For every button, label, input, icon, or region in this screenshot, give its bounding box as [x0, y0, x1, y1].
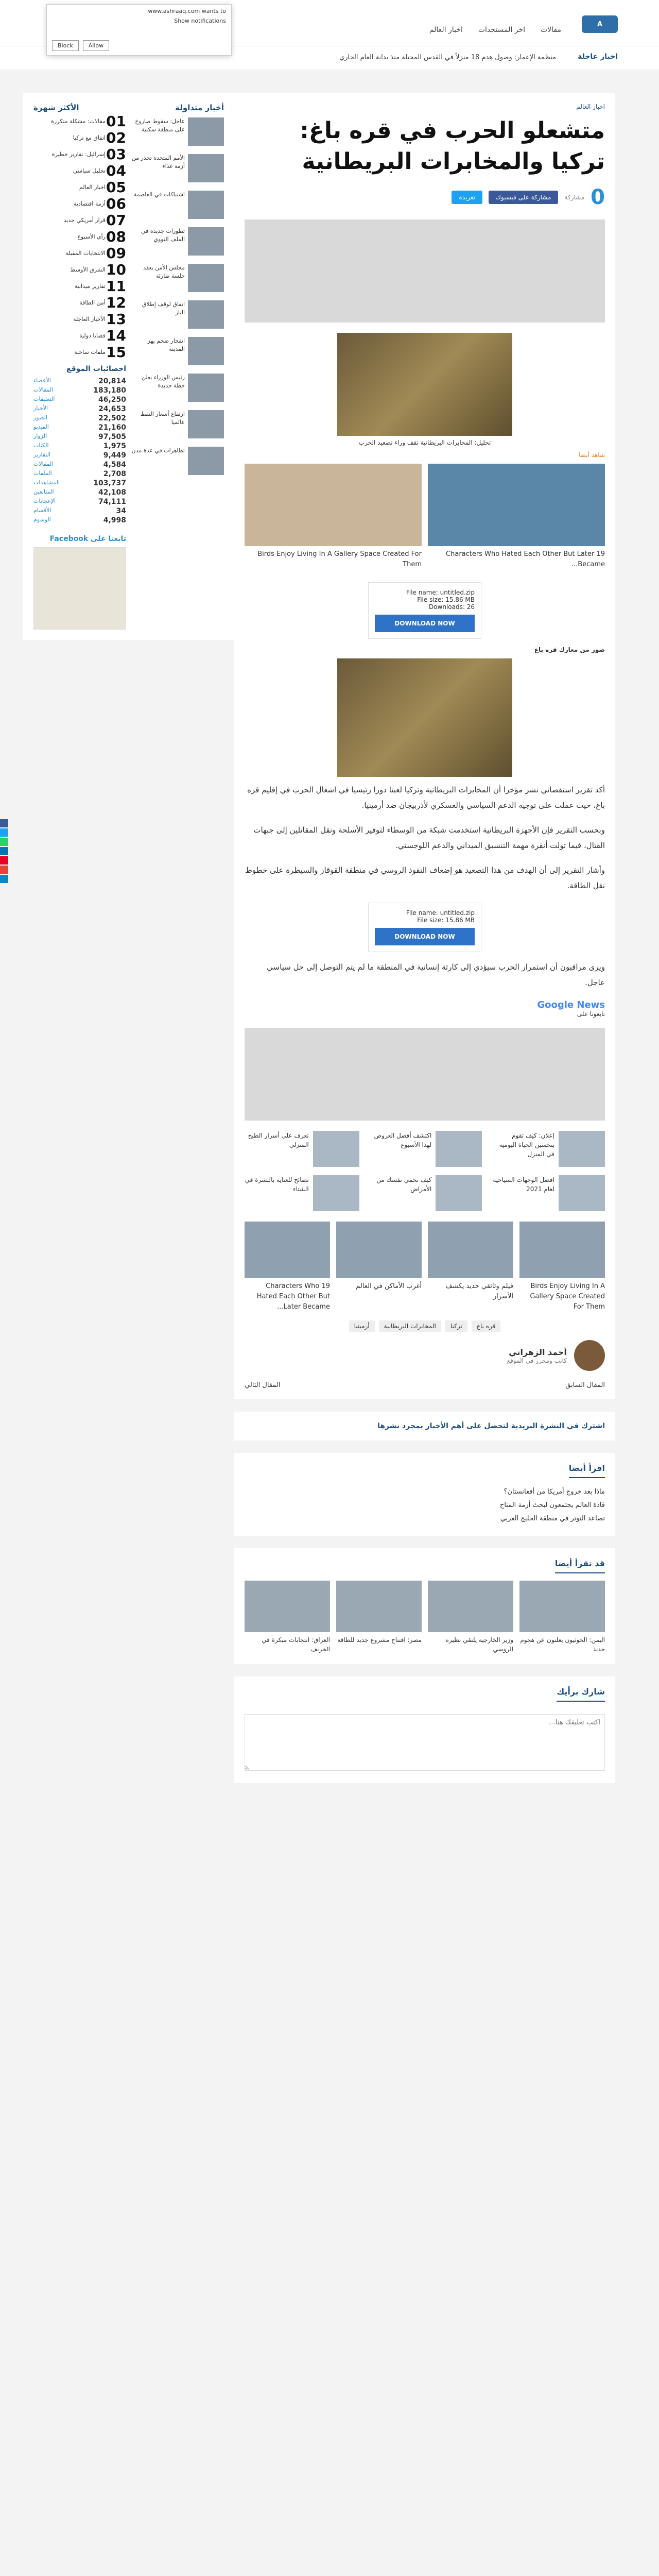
- author-bio: كاتب ومحرر في الموقع: [507, 1357, 567, 1364]
- ad-banner[interactable]: [245, 1028, 605, 1121]
- list-item[interactable]: 05 اخبار العالم: [79, 179, 126, 196]
- fb-title[interactable]: تابعنا على Facebook: [49, 535, 126, 543]
- list-item[interactable]: عاجل: سقوط صاروخ على منطقة سكنية: [131, 117, 224, 146]
- sidebar-news: [23, 93, 234, 640]
- photo-caption: تحليل: المخابرات البريطانية تقف وراء تصعيد الحرب: [358, 439, 491, 446]
- download-button[interactable]: DOWNLOAD NOW: [375, 615, 475, 632]
- tag[interactable]: تركيا: [445, 1320, 467, 1332]
- see-also-label: شاهد أيضا: [579, 451, 605, 459]
- author-box: [245, 1340, 605, 1371]
- read-also-item[interactable]: قادة العالم يجتمعون لبحث أزمة المناخ: [499, 1501, 605, 1509]
- twitter-share-button[interactable]: تغريدة: [452, 191, 482, 204]
- stat-label: المقالات: [33, 461, 54, 467]
- list-item[interactable]: 15 ملفات ساخنة: [74, 344, 126, 361]
- list-item[interactable]: تطورات جديدة في الملف النووي: [131, 227, 224, 256]
- post-navigation: [245, 1381, 605, 1389]
- promo-item[interactable]: Birds Enjoy Living In A Gallery Space Created For Them: [519, 1222, 605, 1312]
- related-item[interactable]: إعلان: كيف تقوم بتحسين الحياة اليومية في المنزل: [490, 1131, 605, 1167]
- stat-label: الزوار: [33, 433, 47, 439]
- share-count-label: مشاركة: [564, 194, 585, 201]
- tag[interactable]: أرمينيا: [349, 1320, 375, 1332]
- stat-value: 34: [116, 507, 126, 515]
- list-item[interactable]: 08 رأي الأسبوع: [77, 228, 126, 245]
- site-logo[interactable]: A: [582, 15, 618, 33]
- list-item[interactable]: 07 قرار أمريكي جديد: [63, 212, 126, 229]
- top-header: [0, 0, 659, 49]
- telegram-icon[interactable]: [0, 875, 8, 883]
- notification-permission-popup: [46, 4, 232, 56]
- pinterest-icon[interactable]: [0, 856, 8, 865]
- stats-title: احصائيات الموقع: [66, 365, 126, 373]
- stat-label: الصور: [33, 414, 47, 421]
- comments-title: شارك برأيك: [557, 1687, 605, 1702]
- related-item[interactable]: اكتشف أفضل العروض لهذا الأسبوع: [368, 1131, 482, 1167]
- block-button[interactable]: Block: [52, 40, 79, 51]
- more-item[interactable]: وزير الخارجية يلتقي نظيره الروسي: [428, 1581, 513, 1654]
- sponsored-item[interactable]: 19 Characters Who Hated Each Other But Later Became...: [428, 464, 605, 570]
- stat-label: الأعضاء: [33, 377, 51, 384]
- list-item[interactable]: 01 مقالات: مشكلة متكررة: [51, 113, 126, 130]
- stat-label: الفيديو: [33, 423, 49, 430]
- tag[interactable]: قره باغ: [472, 1320, 501, 1332]
- popular-list: [33, 113, 126, 630]
- related-item[interactable]: نصائح للعناية بالبشرة في الشتاء: [245, 1175, 359, 1211]
- download-box: File name: untitled.zip File size: 15.86 MB DOWNLOAD NOW: [368, 903, 481, 952]
- list-item[interactable]: 02 اتفاق مع تركيا: [73, 129, 126, 146]
- popup-request: Show notifications: [174, 18, 226, 24]
- stat-value: 21,160: [98, 423, 126, 432]
- promo-grid: [245, 1222, 605, 1312]
- comments: [234, 1676, 615, 1783]
- list-item[interactable]: تظاهرات في عدة مدن: [131, 447, 224, 475]
- more-item[interactable]: اليمن: الحوثيون يعلنون عن هجوم جديد: [519, 1581, 605, 1654]
- stat-value: 2,708: [103, 470, 126, 478]
- stat-label: الوسوم: [33, 516, 51, 523]
- author-avatar[interactable]: [574, 1340, 605, 1371]
- main-nav: [429, 26, 561, 34]
- stat-label: المقالات: [33, 386, 54, 393]
- breaking-text[interactable]: منظمة الإعمار: وصول هدم 18 منزلاً في القدس المحتلة منذ بداية العام الجاري: [339, 54, 556, 61]
- facebook-share-button[interactable]: مشاركة على فيسبوك: [489, 191, 558, 204]
- paragraph: ويرى مراقبون أن استمرار الحرب سيؤدي إلى كارثة إنسانية في المنطقة ما لم يتم التوصل إلى حل سياسي عاجل.: [267, 962, 605, 987]
- tab-popular[interactable]: الأكثر شهرة: [33, 103, 79, 112]
- stat-label: المشاهدات: [33, 479, 60, 486]
- linkedin-icon[interactable]: [0, 847, 8, 855]
- read-also-item[interactable]: تصاعد التوتر في منطقة الخليج العربي: [500, 1515, 605, 1522]
- next-post-link[interactable]: المقال التالي: [245, 1381, 281, 1389]
- stat-value: 97,505: [98, 433, 126, 441]
- fb-page-embed[interactable]: [33, 547, 126, 630]
- article-body: [245, 582, 605, 1018]
- stat-label: المتابعين: [33, 488, 54, 495]
- sidebar: [23, 93, 234, 652]
- read-also-item[interactable]: ماذا بعد خروج أمريكا من أفغانستان؟: [504, 1488, 605, 1496]
- comment-input[interactable]: [245, 1714, 605, 1771]
- list-item[interactable]: 10 الشرق الأوسط: [70, 261, 126, 278]
- stat-value: 24,653: [98, 405, 126, 413]
- list-item[interactable]: انفجار ضخم يهز المدينة: [131, 337, 224, 365]
- twitter-icon[interactable]: [0, 828, 8, 837]
- allow-button[interactable]: Allow: [83, 40, 109, 51]
- list-item[interactable]: 11 تقارير ميدانية: [74, 278, 126, 295]
- stat-label: التعليقات: [33, 396, 55, 402]
- popup-site: www.ashraaq.com wants to: [148, 8, 226, 14]
- related-item[interactable]: تعرف على أسرار الطبخ المنزلي: [245, 1131, 359, 1167]
- sponsored-item[interactable]: Birds Enjoy Living In A Gallery Space Created For Them: [245, 464, 422, 570]
- promo-item[interactable]: فيلم وثائقي جديد يكشف الأسرار: [428, 1222, 513, 1312]
- facebook-widget: [33, 535, 126, 630]
- article-photo-2: [337, 658, 512, 777]
- stat-value: 1,975: [103, 442, 126, 450]
- nav-item[interactable]: اخبار العالم: [429, 26, 463, 34]
- file-name: untitled.zip: [440, 589, 475, 596]
- sponsored-grid: [245, 464, 605, 570]
- list-item[interactable]: 13 الأخبار العاجلة: [73, 311, 126, 328]
- tag-list: [245, 1320, 605, 1332]
- author-name[interactable]: أحمد الزهراني: [509, 1347, 567, 1357]
- site-stats: [33, 365, 126, 524]
- stat-label: الإعجابات: [33, 498, 56, 504]
- stat-label: الأخبار: [33, 405, 48, 412]
- download-box: File name: untitled.zip File size: 15.86 MB Downloads: 26 DOWNLOAD NOW: [368, 582, 481, 639]
- more-articles: [234, 1548, 615, 1664]
- prev-post-link[interactable]: المقال السابق: [565, 1381, 605, 1389]
- list-item[interactable]: 04 تحليل سياسي: [73, 162, 126, 179]
- download-button[interactable]: DOWNLOAD NOW: [375, 928, 475, 945]
- list-item[interactable]: رئيس الوزراء يعلن خطة جديدة: [131, 374, 224, 402]
- list-item[interactable]: 09 الانتخابات المقبلة: [65, 245, 126, 262]
- promo-item[interactable]: 19 Characters Who Hated Each Other But Later Became...: [245, 1222, 330, 1312]
- floating-share-bar: [0, 819, 8, 884]
- stat-value: 74,111: [98, 498, 126, 506]
- email-icon[interactable]: [0, 866, 8, 874]
- stat-value: 9,449: [103, 451, 126, 460]
- photo-note: صور من معارك قره باغ: [534, 646, 605, 653]
- main-content: [234, 93, 615, 1795]
- list-item[interactable]: 03 إسرائيل: تقارير خطيرة: [51, 146, 126, 163]
- stat-value: 22,502: [98, 414, 126, 422]
- follow-text: تابعونا على: [577, 1010, 605, 1018]
- nav-item[interactable]: اخر المستجدات: [478, 26, 525, 34]
- list-item[interactable]: الأمم المتحدة تحذر من أزمة غذاء: [131, 154, 224, 182]
- breaking-label: اخبار عاجلة: [578, 53, 618, 61]
- stat-label: الأقسام: [33, 507, 51, 514]
- paragraph: وأشار التقرير إلى أن الهدف من هذا التصعيد هو إضعاف النفوذ الروسي في منطقة القوقاز والسيطرة على خطوط نقل الطاقة.: [245, 866, 605, 890]
- paragraph: وبحسب التقرير فإن الأجهزة البريطانية استخدمت شبكة من الوسطاء لتوفير الأسلحة ونقل المقاتلين إلى جبهات القتال، فيما تولت أنقرة مهمة التنسيق الميداني والدعم اللوجستي.: [253, 825, 605, 850]
- nav-item[interactable]: مقالات: [540, 26, 561, 34]
- promo-item[interactable]: أغرب الأماكن في العالم: [336, 1222, 422, 1312]
- paragraph: أكد تقرير استقصائي نشر مؤخرا أن المخابرات البريطانية وتركيا لعبتا دورا رئيسيا في اشعال الحرب في إقليم قره باغ، حيث عملت على توجيه الدعم السياسي والعسكري لأذربيجان ضد أرمينيا.: [247, 785, 605, 810]
- list-item[interactable]: 12 أمن الطاقة: [79, 294, 126, 311]
- facebook-icon[interactable]: [0, 819, 8, 827]
- list-item[interactable]: ارتفاع أسعار النفط عالميا: [131, 410, 224, 438]
- stat-value: 20,814: [98, 377, 126, 385]
- whatsapp-icon[interactable]: [0, 838, 8, 846]
- read-also-title: اقرأ أيضا: [569, 1463, 605, 1478]
- recent-list: [131, 117, 224, 630]
- stat-value: 46,250: [98, 396, 126, 404]
- stat-label: الملفات: [33, 470, 52, 477]
- tag[interactable]: المخابرات البريطانية: [379, 1320, 441, 1332]
- file-size: 15.86 MB: [445, 596, 475, 603]
- article-title: متشعلو الحرب في قره باغ: تركيا والمخابرات البريطانية: [300, 117, 605, 175]
- read-also: [234, 1453, 615, 1536]
- stat-label: التقارير: [33, 451, 51, 458]
- share-count: 0: [591, 185, 605, 209]
- more-title: قد تقرأ أيضا: [555, 1558, 605, 1573]
- stat-value: 4,584: [103, 461, 126, 469]
- stat-value: 103,737: [93, 479, 126, 487]
- article: [234, 93, 615, 1399]
- subscribe-title: اشترك في النشرة البريدية لتحصل على أهم الأخبار بمجرد نشرها: [377, 1422, 605, 1430]
- subscribe-banner[interactable]: [234, 1412, 615, 1440]
- list-item[interactable]: مجلس الأمن يعقد جلسة طارئة: [131, 264, 224, 292]
- more-item[interactable]: مصر: افتتاح مشروع جديد للطاقة: [336, 1581, 422, 1654]
- google-news-link[interactable]: Google News: [537, 999, 605, 1010]
- related-grid: [245, 1131, 605, 1211]
- list-item[interactable]: 14 قضايا دولية: [79, 327, 126, 344]
- more-item[interactable]: العراق: انتخابات مبكرة في الخريف: [245, 1581, 330, 1654]
- stat-value: 183,180: [93, 386, 126, 395]
- stat-label: الكتاب: [33, 442, 49, 449]
- stat-value: 42,108: [98, 488, 126, 497]
- tab-recent[interactable]: أخبار متداولة: [175, 103, 224, 112]
- stat-value: 4,998: [103, 516, 126, 524]
- related-item[interactable]: كيف تحمي نفسك من الأمراض: [368, 1175, 482, 1211]
- list-item[interactable]: 06 أزمة اقتصادية: [73, 195, 126, 212]
- list-item[interactable]: اشتباكات في العاصمة: [131, 191, 224, 219]
- share-row: [245, 185, 605, 209]
- related-item[interactable]: افضل الوجهات السياحية لعام 2021: [490, 1175, 605, 1211]
- list-item[interactable]: اتفاق لوقف إطلاق النار: [131, 300, 224, 329]
- download-count: 26: [466, 603, 475, 611]
- article-photo: [337, 333, 512, 436]
- article-category[interactable]: اخبار العالم: [576, 103, 605, 110]
- ad-banner[interactable]: [245, 219, 605, 323]
